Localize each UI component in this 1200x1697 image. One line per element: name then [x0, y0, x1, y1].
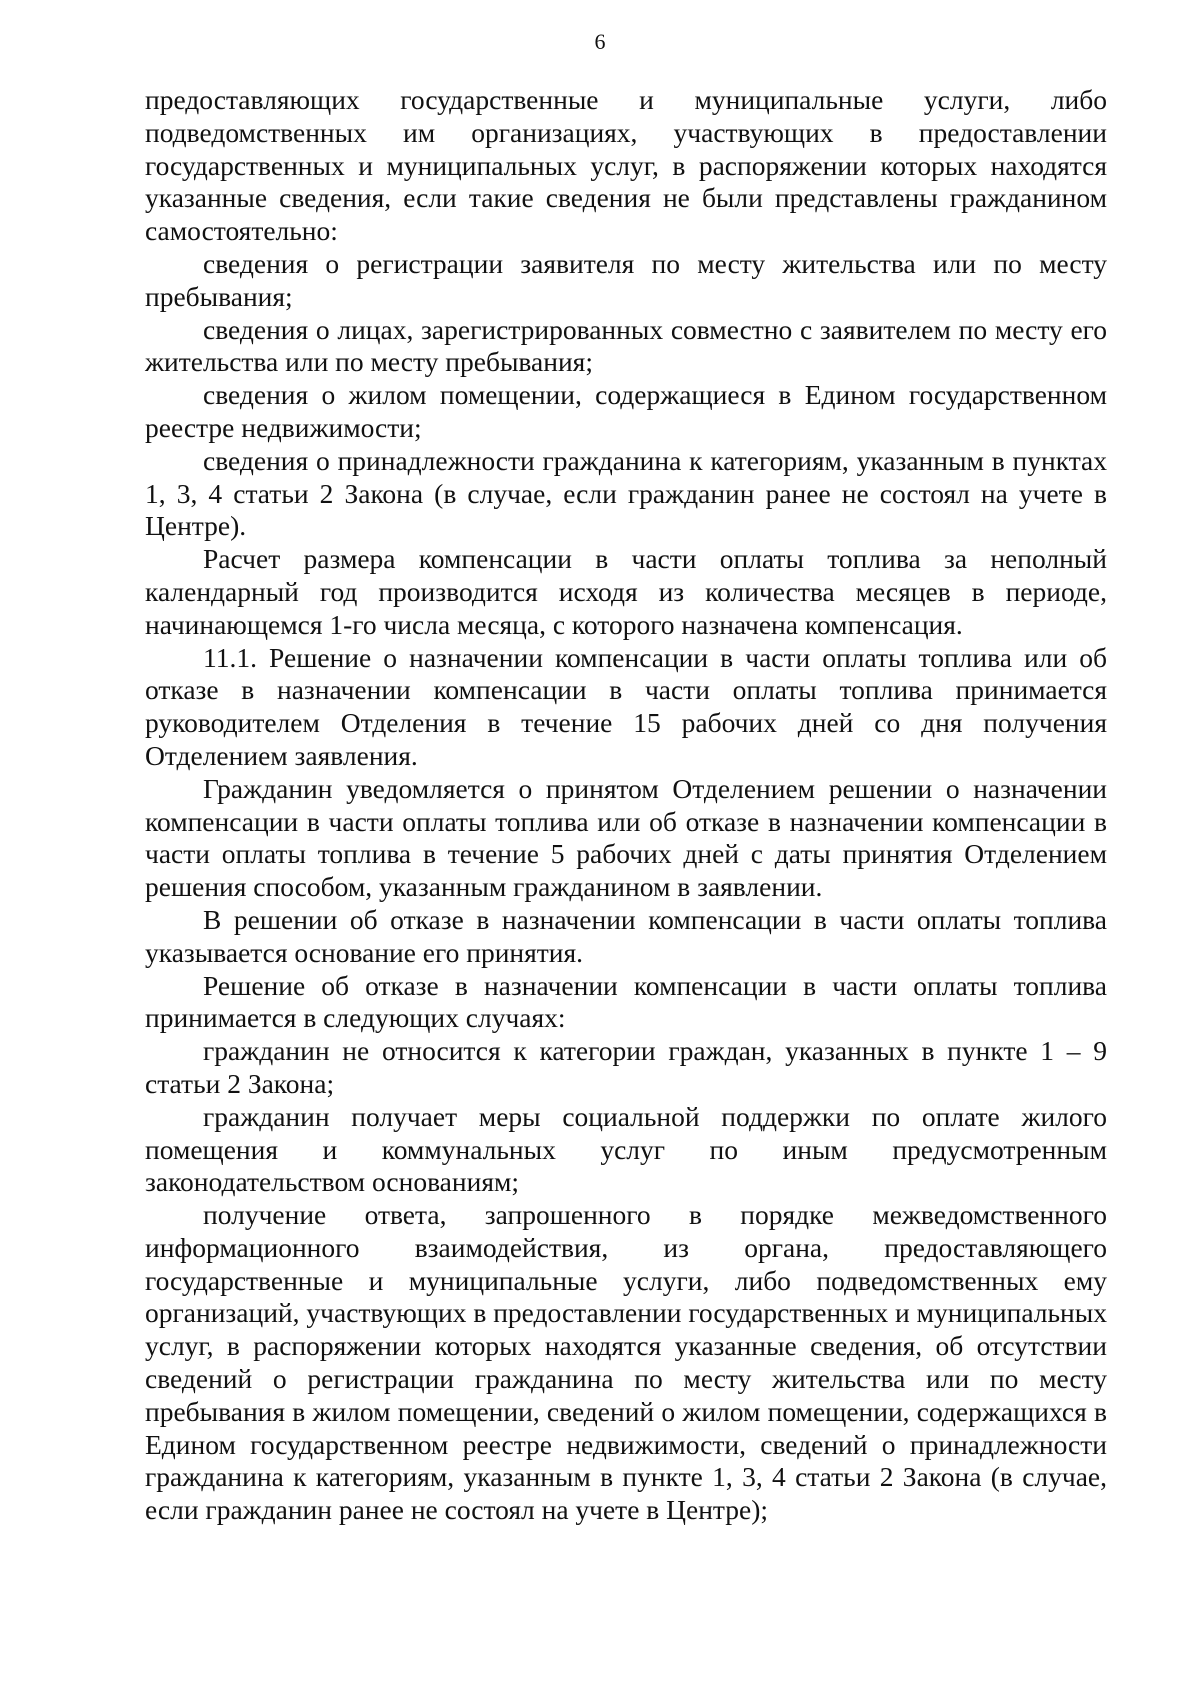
- paragraph-calculation: Расчет размера компенсации в части оплаты топлива за неполный календарный год производится исходя из количества месяцев в периоде, начинающемся 1-го числа месяца, с которого назначена компенсация.: [145, 543, 1107, 640]
- paragraph-continuation: предоставляющих государственные и муниципальные услуги, либо подведомственных им организациях, участвующих в предоставлении государственных и муниципальных услуг, в распоряжении которых находятся указанные сведения, если такие сведения не были представлены гражданином самостоятельно:: [145, 84, 1107, 247]
- paragraph-co-registered-persons: сведения о лицах, зарегистрированных совместно с заявителем по месту его жительства или по месту пребывания;: [145, 313, 1107, 378]
- paragraph-section-11-1: 11.1. Решение о назначении компенсации в части оплаты топлива или об отказе в назначении компенсации в части оплаты топлива принимается руководителем Отделения в течение 15 рабочих дней со дня получения Отделением заявления.: [145, 641, 1107, 771]
- document-body: [145, 84, 1107, 1527]
- paragraph-case-other-support: гражданин получает меры социальной поддержки по оплате жилого помещения и коммунальных услуг по иным предусмотренным законодательством основаниям;: [145, 1100, 1107, 1198]
- paragraph-refusal-basis: В решении об отказе в назначении компенсации в части оплаты топлива указывается основание его принятия.: [145, 903, 1107, 968]
- paragraph-dwelling-info: сведения о жилом помещении, содержащиеся в Едином государственном реестре недвижимости;: [145, 379, 1107, 443]
- paragraph-registration-info: сведения о регистрации заявителя по месту жительства или по месту пребывания;: [145, 247, 1107, 312]
- paragraph-refusal-cases: Решение об отказе в назначении компенсации в части оплаты топлива принимается в следующих случаях:: [145, 969, 1107, 1034]
- page-number: 6: [594, 29, 606, 54]
- paragraph-notification: Гражданин уведомляется о принятом Отделением решении о назначении компенсации в части оплаты топлива или об отказе в назначении компенсации в части оплаты топлива в течение 5 рабочих дней с даты принятия Отделением решения способом, указанным гражданином в заявлении.: [145, 772, 1107, 903]
- paragraph-case-category: гражданин не относится к категории граждан, указанных в пункте 1 – 9 статьи 2 Закона;: [145, 1035, 1107, 1099]
- paragraph-category-info: сведения о принадлежности гражданина к категориям, указанным в пунктах 1, 3, 4 статьи 2 Закона (в случае, если гражданин ранее не состоял на учете в Центре).: [145, 444, 1107, 542]
- paragraph-case-no-information: получение ответа, запрошенного в порядке межведомственного информационного взаимодействия, из органа, предоставляющего государственные и муниципальные услуги, либо подведомственных ему организаций, участвующих в предоставлении государственных и муниципальных услуг, в распоряжении которых находятся указанные сведения, об отсутствии сведений о регистрации гражданина по месту жительства или по месту пребывания в жилом помещении, сведений о жилом помещении, содержащихся в Едином государственном реестре недвижимости, сведений о принадлежности гражданина к категориям, указанным в пункте 1, 3, 4 статьи 2 Закона (в случае, если гражданин ранее не состоял на учете в Центре);: [145, 1199, 1107, 1526]
